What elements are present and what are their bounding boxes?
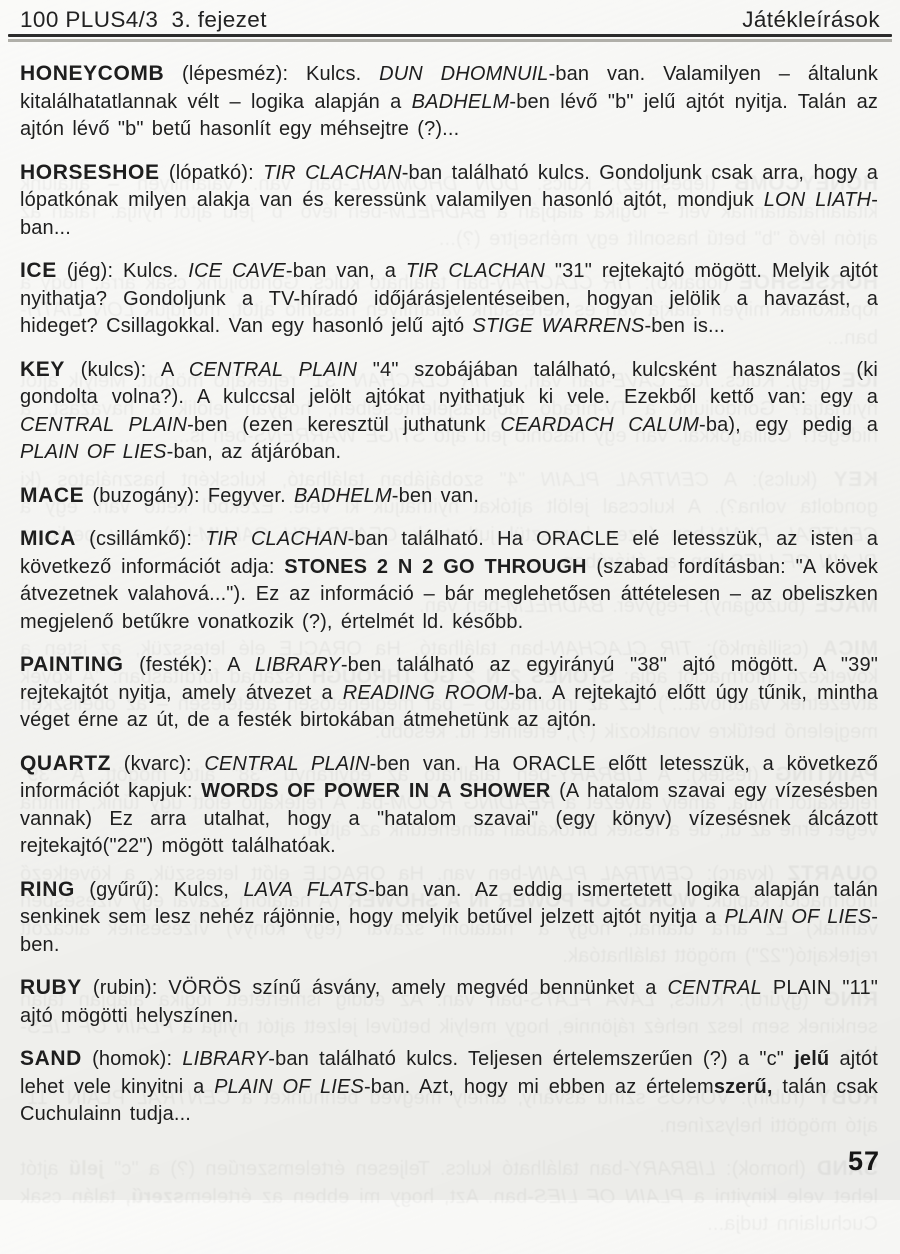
entry-text-run: -ban található kulcs. Teljesen értelemszerűen (?) a "c" [268, 1048, 795, 1070]
entry-term: SAND [20, 1047, 82, 1070]
entry-text-run: (csillámkő): [76, 528, 206, 550]
entry-text-run: "4" szobájában található, kulcsként használatos (ki gondolta volna?). A kulccsal jelölt ajtókat nyithatjuk ki vele. Ezekből kettő van: egy a [20, 358, 878, 408]
entry-ring [20, 876, 878, 960]
page-header [20, 7, 880, 33]
entry-quartz [20, 750, 878, 861]
entry-term: HONEYCOMB [20, 62, 165, 85]
entry-text-run: STIGE WARRENS [472, 315, 645, 337]
entry-text-run: -ben. [20, 906, 878, 956]
entry-text-run: -ben van. [391, 484, 480, 507]
entry-text-run: PLAIN "11" ajtó mögötti helyszínen. [20, 977, 878, 1027]
entry-text-run: -ban van. Az eddig ismertetett logika alapján talán senkinek sem lesz nehéz rájönnie, hogy melyik betűvel jelzett ajtót nyitja a [20, 878, 878, 928]
header-rule-bottom [8, 39, 892, 42]
entry-term: RING [20, 877, 75, 901]
entry-text-run: CENTRAL PLAIN [204, 752, 370, 775]
entry-text-run: -ben található az egyirányú "38" ajtó mögött. A "39" rejtekajtót nyitja, amely átvezet a [20, 654, 878, 704]
entry-painting [20, 651, 878, 735]
entry-term: RUBY [20, 976, 82, 999]
entry-text-run: (lópatkó): [159, 161, 264, 184]
entry-text-run: -ban van. Valamilyen – általunk kitalálhatatlannak vélt – logika alapján a [20, 63, 879, 113]
entry-text-run: -ban... [20, 189, 878, 239]
entry-text-run: -ban van, a [285, 260, 406, 282]
entry-text-run: (buzogány): Fegyver. [84, 484, 295, 507]
entry-text-run: READING ROOM [342, 681, 508, 704]
entry-text-run: LIBRARY [182, 1048, 269, 1070]
entry-text-run: (lépesméz): Kulcs. [164, 63, 380, 85]
entries-list [20, 60, 878, 1144]
entry-term: QUARTZ [20, 751, 112, 775]
entry-text-run: BADHELM [294, 484, 392, 507]
entry-text-run: LAVA FLATS [243, 878, 369, 901]
entry-text-run: -ben van. Ha ORACLE előtt letesszük, a következő információt kapjuk: [20, 752, 878, 802]
entry-term: MICA [20, 527, 77, 550]
entry-text-run: szerű, [713, 1075, 773, 1098]
entry-term: MACE [20, 483, 85, 507]
entry-text-run: "31" rejtekajtó mögött. Melyik ajtót nyithatja? Gondoljunk a TV-híradó időjárásjelentéseiben, hogyan jelölik a havazást, a hideget? Csillagokkal. Van egy hasonló jelű ajtó [20, 260, 878, 337]
entry-text-run: -ben is... [644, 315, 726, 337]
entry-text-run: (gyűrű): Kulcs, [74, 878, 244, 901]
entry-text-run: (kvarc): [111, 752, 205, 775]
entry-term: PAINTING [20, 653, 124, 676]
entry-text-run: BADHELM [411, 90, 510, 113]
entry-text-run: LIBRARY [254, 654, 341, 676]
entry-mica [20, 525, 878, 636]
entry-text-run: -ba. A rejtekajtó előtt úgy tűnik, mintha véget érne az út, de a festék birtokában átmehetünk az ajtón. [20, 681, 879, 731]
entry-text-run: (A hatalom szavai egy vízesésben vannak) Ez arra utalhat, hogy a "hatalom szavai" (egy könyv) vízesésnek álcázott rejtekajtó("22") mögött találhatóak. [20, 780, 879, 857]
entry-text-run: (szabad fordításban: "A kövek átvezetnek valahová..."). Ez az információ – bár meglehetősen áttételesen – az obeliszken megjelenő betűkre vonatkozik (?), értelmét ld. később. [20, 555, 878, 633]
entry-text-run: (kulcs): A [64, 358, 189, 381]
entry-text-run: DUN DHOMNUIL [379, 63, 549, 85]
entry-ruby [20, 974, 878, 1030]
entry-text-run: CEARDACH CALUM [500, 413, 700, 436]
entry-text-run: ICE CAVE [188, 260, 286, 282]
entry-text-run: CENTRAL [667, 977, 762, 999]
entry-text-run: STONES 2 N 2 GO THROUGH [284, 555, 587, 578]
entry-text-run: CENTRAL PLAIN [20, 413, 188, 436]
entry-horseshoe [20, 159, 878, 243]
header-rule-top [8, 34, 892, 37]
entry-text-run: -ben (ezen keresztül juthatunk [187, 413, 501, 436]
entry-text-run: -ba), egy pedig a [699, 413, 878, 436]
entry-term: KEY [20, 357, 65, 381]
entry-text-run: -ban. Azt, hogy mi ebben az értelem [363, 1075, 714, 1098]
entry-term: HORSESHOE [20, 160, 160, 184]
entry-text-run: WORDS OF POWER IN A SHOWER [201, 780, 551, 802]
entry-mace [20, 482, 878, 511]
entry-text-run: (rubin): VÖRÖS színű ásvány, amely megvéd bennünket a [81, 977, 668, 999]
entry-key [20, 356, 878, 467]
entry-text-run: TIR CLACHAN [405, 260, 546, 282]
entry-text-run: (jég): Kulcs. [56, 260, 189, 282]
entry-text-run: LON LIATH [763, 189, 872, 211]
entry-text-run: TIR CLACHAN [263, 161, 402, 184]
entry-text-run: PLAIN OF LIES [214, 1075, 364, 1098]
entry-text-run: talán csak Cuchulainn tudja... [20, 1075, 878, 1125]
entry-text-run: -ben lévő "b" jelű ajtót nyitja. Talán az ajtón lévő "b" betű hasonlít egy méhsejtre (?)... [20, 90, 879, 140]
entry-text-run: PLAIN OF LIES [724, 906, 872, 928]
entry-term: ICE [20, 259, 57, 282]
section-title: Játékleírások [742, 7, 880, 32]
entry-ice [20, 257, 878, 341]
entry-text-run: ajtót lehet vele kinyitni a [20, 1048, 879, 1098]
entry-text-run: TIR CLACHAN [205, 528, 348, 550]
entry-text-run: (festék): A [123, 654, 255, 676]
entry-text-run: PLAIN OF LIES [20, 441, 167, 463]
entry-text-run: jelű [794, 1048, 830, 1070]
chapter-title: 100 PLUS4/3 3. fejezet [20, 7, 267, 32]
entry-text-run: -ban, az átjáróban. [166, 441, 342, 463]
page-number: 57 [847, 1146, 880, 1176]
entry-honeycomb [20, 60, 878, 144]
entry-text-run: -ban található kulcs. Gondoljunk csak arra, hogy a lópatkónak milyen alakja van és keressünk valamilyen hasonló ajtót, mondjuk [20, 161, 878, 211]
entry-text-run: (homok): [81, 1048, 183, 1070]
entry-sand [20, 1045, 878, 1129]
entry-text-run: CENTRAL PLAIN [188, 358, 358, 381]
entry-text-run: -ban található. Ha ORACLE elé letesszük, az isten a következő információt adja: [20, 528, 878, 578]
